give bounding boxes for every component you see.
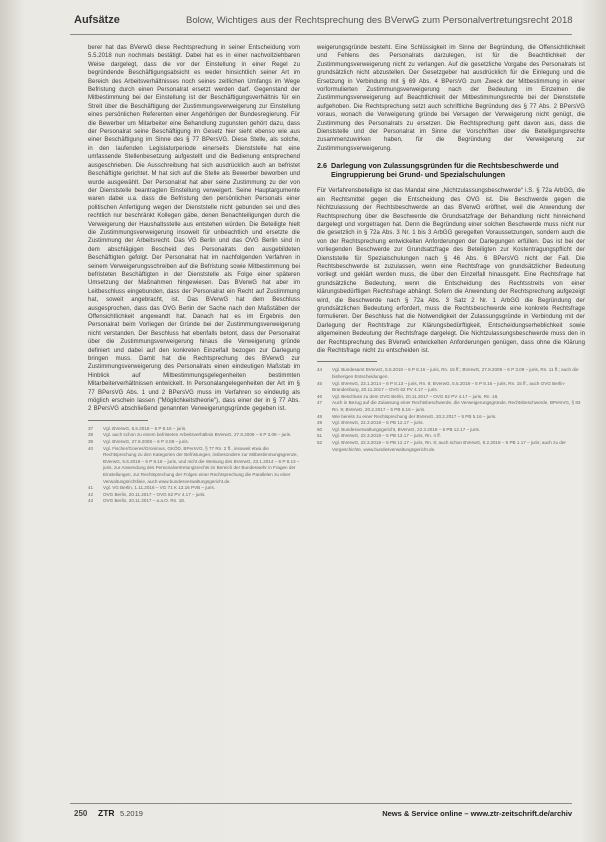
footnote-text: Vgl. VG Berlin, 1.11.2016 – VG 71 K 13.16 PVB – juris.	[103, 485, 216, 491]
footnote-number: 42	[88, 491, 94, 497]
footer-rule	[70, 803, 572, 804]
footnote-number: 41	[88, 485, 94, 491]
footnote	[317, 414, 585, 421]
footnote	[317, 420, 585, 427]
footnote-text: Vgl. BVerwG, 22.3.2018 – 5 PB 12.17 – juris.	[332, 420, 424, 426]
right-body-paragraph-1: weigerungsgründe besteht. Eine Schlüssigkeit im Sinne der Begründung, die Offensichtlichkeit und Fehlens des Personalrats darzulegen, ist für die Beachtlichkeit der Zustimmungsverweigerung nicht zu verlangen. Auf die gesetzliche Vorgabe des Personalrats ist grundsätzlich nicht abzustellen. Der Gesetzgeber hat ausdrücklich für die Einlegung und die Ersetzung in Verbindung mit § 69 Abs. 4 BPersVG zum Zweck der Mitbestimmung in einer vorformulierten Zustimmungsverweigerung nach der Bedeutung im Einzelnen die Zustimmungsverweigerung auf Beachtlichkeit der Mitbestimmungsrechte bei der Dienststelle aufgehoben. Die Rechtsprechung setzt auch schriftliche Begründung des § 77 Abs. 2 BPersVG voraus, wonach die Verweigerung gründe bei Versagen der Verweigerung nicht genügt, die Zustimmung des Personalrats zu ersetzen. Die Rechtsprechung geht davon aus, dass die Dienststelle und der Personalrat im Sinne der Vorschriften über die Beteiligungsrechte zusammenzuwirken haben, für die Begründung der Verweigerung zur Zustimmungsverweigerung.	[317, 45, 585, 152]
footnote-text: Vgl. Bundesamt BVerwG, 5.5.2018 – 5 P 8.16 – juris, Rn. 15 ff.; BVerwG, 27.8.2008 – 6 P 3.08 – juris, Rn. 11 ff.; auch die bisherigen Entscheidungen.	[332, 367, 579, 379]
footnote-number: 45	[317, 380, 323, 386]
right-footnotes	[317, 367, 585, 453]
left-footnotes	[88, 426, 300, 505]
footnote-number: 37	[88, 425, 94, 431]
footnote	[317, 427, 585, 434]
running-title: Bolow, Wichtiges aus der Rechtsprechung des BVerwG zum Personalvertretungsrecht 2018	[186, 15, 573, 26]
footnote-rule	[88, 420, 148, 421]
footnote-rule	[317, 361, 377, 362]
footnote-text: Vgl. Bundesverwaltungsgericht, BVerwG, 22.3.2018 – 5 PB 12.17 – juris.	[332, 426, 481, 432]
left-column	[88, 44, 300, 505]
footnote	[88, 439, 300, 446]
footnote-number: 43	[88, 498, 94, 504]
footnote-number: 47	[317, 400, 323, 406]
footnote-text: Vgl. Fischer/Goeres/Gronimus, GKÖD, BPersVG, § 77 Rn. 2 ff., insoweit etwa die Rechtsprechung zu den Kategorien der Befristungen, insbesondere zur Mitbestimmungsgrenze, BVerwG, 5.5.2018 – 5 P 8.16 – juris, und nicht die Weisung des BVerwG, 23.1.2014 – 6 P 8.13 – juris, zur Anwendung des Personalvertretungsrechts im Bereich der Bundeswehr in Fragen der Einstellungen, zur Rechtsprechung der Folgen einer Rechtsprechung die Parallelen zu einer Verwaltungsrichtlinie, auch www.bundesverwaltungsgericht.de.	[103, 445, 300, 484]
footnote	[88, 485, 300, 492]
footnote-text: Vgl. BVerwG, 27.8.2008 – 6 P 3.08 – juris.	[103, 439, 189, 445]
footnote-text: OVG Berlin, 20.11.2017 – a.a.O. Rn. 18.	[103, 498, 186, 504]
page-number: 250	[74, 809, 88, 818]
footnote-number: 50	[317, 426, 323, 432]
footnote-text: Vgl. Beschluss zu dem OVG Berlin, 20.11.2017 – OVG 62 PV 4.17 – juris, Rn. 18.	[332, 393, 499, 399]
footnote-number: 49	[317, 420, 323, 426]
footnote	[88, 446, 300, 486]
footnote	[317, 381, 585, 394]
footnote	[317, 367, 585, 380]
footnote	[88, 492, 300, 499]
footnote-text: Wie bereits zu einer Rechtsprechung der BVerwG, 20.2.2017 – 5 PB 5.16 – juris.	[332, 413, 497, 419]
right-column	[317, 44, 585, 453]
footnote-number: 38	[88, 432, 94, 438]
footnote	[88, 498, 300, 505]
footnote	[317, 394, 585, 401]
footnote	[88, 432, 300, 439]
footnote	[317, 433, 585, 440]
footnote-number: 52	[317, 439, 323, 445]
footer-archive-link[interactable]: News & Service online – www.ztr-zeitschrift.de/archiv	[382, 809, 572, 818]
section-heading-number: 2.6	[317, 161, 327, 171]
footnote-text: Vgl. BVerwG, 23.1.2014 – 6 P 8.13 – juris, Rn. 8; BVerwG, 5.5.2018 – 5 P 8.16 – juris, Rn. 15 ff., auch OVG Berlin-Brandenburg, 20.11.2017 – OVG 62 PV 4.17 – juris.	[332, 380, 566, 393]
footnote	[317, 400, 585, 413]
footnote-text: Vgl. auch schon zu einem befristeten Arbeitsverhältnis BVerwG, 27.8.2008 – 6 P 3.08 – juris.	[103, 432, 292, 438]
left-body-paragraph: berer hat das BVerwG diese Rechtsprechung in seiner Entscheidung vom 5.5.2018 nun nochmals bestätigt. Dabei hat es in einer nachvollziehbaren Weise dargelegt, dass die vor der Einstellung in einer Regel zu begründende Beschäftigungsabsicht es weder hinsichtlich seiner Art im Bereich des Arbeitsverhältnisses noch seines zeitlichen Umfangs im Wege Befristung durch einen Personalrat ersetzt werden darf. Gegenstand der Mitbestimmung bei der Einstellung ist der Beschäftigungsverhältnis für ein Streit über die Beschäftigung der Zustimmungsverweigerung zur Einstellung eines persönlichen Referenten einer Angehörigen der Bundesregierung. Für die Bewerber um Mitarbeiter eine Behandlung zugunsten gehört dazu, dass der Personalrat seine Beschäftigung im Gesetz hier sieht ebenso wie aus einer Beschäftigung im Sinne des § 77 BPersVG. Diese Stelle, als solche, in den laufenden Legislaturperiode einerseits Dienststelle hat eine umfassende Stellenbesetzung aufgestellt und die Bedienung entsprechend ausgeschrieben. Die Ausschreibung hat sich ausdrücklich auch an befristet Beschäftigte gerichtet. M hat sich auf die Stelle als Bewerber beworben und wurde ausgewählt. Der Personalrat hat aber seine Zustimmung zu der von der Dienststelle beantragten Einstellung verweigert. Seine Hauptargumente waren dabei u.a. dass die Befristung den persönlichen Personals einer politischen Anfertigung wegen der Dienststelle nicht gebunden sei und dies rechtlich nur beschränkt Kollegen gäbe, denen Benachteiligungen durch die Verweigerung der Haushaltsstelle aus entstehen würden. Die Beteiligte hielt die Zustimmungsverweigerung insoweit für unbeachtlich und ersetzte die Zustimmung der Arbeitsrecht. Das VG Berlin und das OVG Berlin sind in dem abschlägigen Bescheid des Personalrats den ausgebildeten Beschäftigten gefolgt. Der Personalrat hat im nachfolgenden Verfahren in seinem Verweigerungsschreiben auf die Befristung sowie Mitbestimmung bei befristeten Beschäftigten in der Dienststelle als Folge einer späteren Umsetzung der Maßnahmen hingewiesen. Das BVerwG hat aber im Leitbeschluss eingebunden, dass der Personalrat ein Recht auf Zustimmung hat, soweit angebracht, ist. Das BVerwG hat dem Beschluss ausgesprochen, dass das OVG Berlin der Sache nach den Maßstäben der Offensichtlichkeit angewandt hat. Danach hat es im Ergebnis den Personalrat beim Vorliegen der Gründe bei der Zustimmungsverweigerung nicht verstanden. Der Beschluss hat ebenfalls betont, dass der Personalrat über die Zustimmungsverweigerung hinaus die Verweigerung gründe definiert und dabei auf den konkreten Einzelfall bezogen zur Darlegung bringen muss. Damit hat die Rechtsprechung des BVerwG zur Zustimmungsverweigerung des Personalrats einen eindeutigen Maßstab im Hinblick auf Mitbestimmungsgelegenheiten bestimmten Mitarbeiterverhältnissen entwickelt. In Personalangelegenheiten der Art im § 77 BPersVG Abs. 1 und 2 BPersVG muss im Verfahren so eindeutig als möglich erschein lassen ("Möglichkeitstheorie"), dass einer der in § 77 Abs. 2 BPersVG abschließend genannten Verweigerungsgründe gegeben ist.	[88, 45, 300, 413]
section-tag: Aufsätze	[74, 14, 120, 26]
header-rule	[70, 34, 572, 35]
footnote-number: 40	[88, 445, 94, 451]
footnote-text: Vgl. BVerwG, 5.5.2018 – 5 P 8.16 – juris.	[103, 425, 187, 431]
journal-logo: ZTR	[98, 808, 115, 818]
footnote-number: 39	[88, 439, 94, 445]
section-heading	[317, 161, 585, 179]
footnote-number: 46	[317, 393, 323, 399]
journal-issue: 5.2019	[120, 809, 143, 818]
section-heading-text: Darlegung von Zulassungsgründen für die Rechtsbeschwerde und Eingruppierung bei Grund- und Spezialschulungen	[331, 161, 559, 180]
footnote-number: 44	[317, 367, 323, 373]
footnote-text: Vgl. BVerwG, 22.3.2018 – 5 PB 12.17 – juris, Rn. 8; auch schon BVerwG, 8.2.2018 – 5 PB 1.17 – juris; auch zu der Vorgeschichte, www.bundesverwaltungsgericht.de.	[332, 439, 566, 452]
footnote	[88, 426, 300, 433]
footnote-text: Vgl. BVerwG, 22.3.2018 – 5 PB 12.17 – juris, Rn. 4 ff.	[332, 433, 441, 439]
footnote-text: Auch in Bezug auf die Zulassung einer Rechtsbeschwerde, die Verweigerungsgründe, Rechtsbeschwerde, BPersVG, § 83 Rn. 9; BVerwG, 20.2.2017 – 5 PB 5.16 – juris.	[332, 400, 581, 412]
footnote	[317, 440, 585, 453]
footnote-number: 48	[317, 413, 323, 419]
footnote-number: 51	[317, 433, 323, 439]
right-body-paragraph-2: Für Verfahrensbeteiligte ist das Mandat eine „Nichtzulassungsbeschwerde“ i.S. § 72a ArbGG, die ein Rechtsmittel gegen die Entscheidung des OVG ist. Die Beschwerde gegen die Nichtzulassung der Rechtsbeschwerde an das BVerwG eröffnet, weil die Anwendung der Rechtsprechung über die Beschwerde die Grundsatzfrage der Behandlung nicht hinreichend dargelegt und vorgetragen hat. Denn die Begründung einer solchen Beschwerde muss nicht nur die gesetzlich in § 72a Abs. 3 Nr. 1 bis 3 ArbGG geregelten Voraussetzungen, sondern auch die von der Rechtsprechung entwickelten Anforderungen der Darlegungen erfüllen. Das ist bei der vorliegenden Beschwerde zur Grundsatzfrage des Beteiligten zur Kostentragungspflicht der Dienststelle für Spezialschulungen nach § 46 Abs. 6 BPersVG nicht der Fall. Die Rechtsbeschwerde ist zuzulassen, wenn eine Rechtsfrage von grundsätzlicher Bedeutung vorliegt und geklärt werden muss, die über den Einzelfall hinausgeht. Eine Rechtsfrage hat grundsätzliche Bedeutung, wenn die Entscheidung des Rechtsstreits von einer klärungsbedürftigen Rechtsfrage abhängt. Sofern die Anwendung der Rechtsprechung aufgezeigt wird, die Beschwerde nach § 72a Abs. 3 Satz 2 Nr. 1 ArbGG die Begründung der grundsätzlichen Bedeutung erfordert, muss die Rechtsbeschwerde eine konkrete Rechtsfrage formulieren. Der Beschluss hat die Notwendigkeit der Zulassungsgründe in Verbindung mit der Darlegung der Rechtsfrage zur Klärungsbedürftigkeit, Entscheidungserheblichkeit sowie allgemeinen Bedeutung der Rechtsfrage dargelegt. Die Nichtzulassungsbeschwerde muss den in der Rechtsprechung des BVerwG entwickelten Anforderungen genügen, dass ohne die Klärung die Rechtsfrage nicht zu entscheiden ist.	[317, 188, 585, 354]
footnote-text: OVG Berlin, 20.11.2017 – OVG 62 PV 4.17 – juris.	[103, 491, 206, 497]
